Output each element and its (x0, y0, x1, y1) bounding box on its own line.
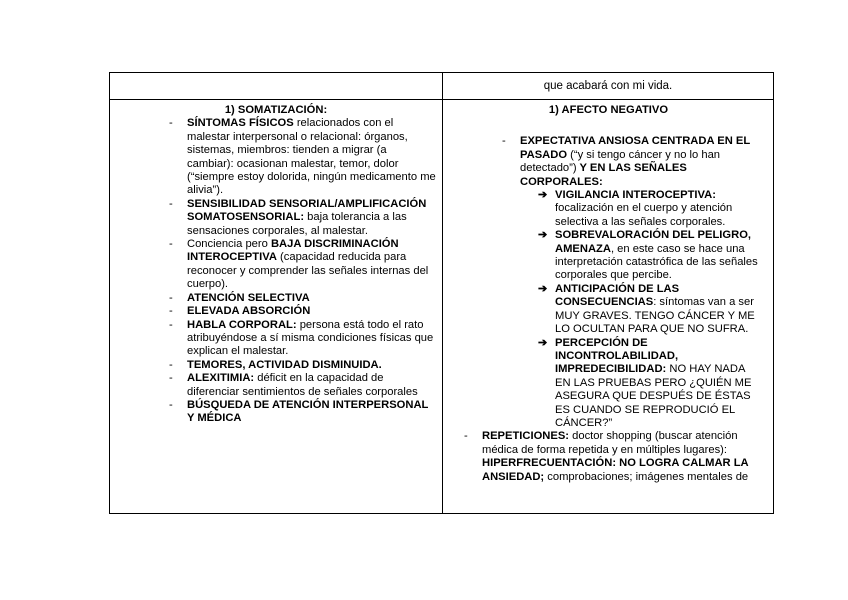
sub-list-item: ➔ ANTICIPACIÓN DE LAS CONSECUENCIAS: síntomas van a ser MUY GRAVES. TENGO CÁNCER Y ME LO OCULTAN PARA QUE NO SUFRA. (538, 282, 755, 336)
anxious-expectation-list (502, 135, 756, 189)
arrow-bullet-icon: ➔ (538, 229, 548, 242)
bodily-signals-sublist (538, 189, 762, 430)
list-item: - TEMORES, ACTIVIDAD DISMINUIDA. (169, 358, 382, 371)
document-table (109, 72, 774, 514)
row-divider (110, 99, 773, 100)
somatization-heading: 1) SOMATIZACIÓN: (224, 104, 328, 116)
dash-bullet: - (169, 305, 173, 318)
list-item: - SÍNTOMAS FÍSICOS relacionados con el malestar interpersonal o relacional: órganos, sistemas, miembros: tienden a migrar (a cambiar): ocasionan malestar, temor, dolor (“siempre estoy dolorida, ningún medicamento me alivia”). (169, 117, 436, 197)
dash-bullet: - (464, 430, 468, 443)
sub-list-item: ➔ VIGILANCIA INTEROCEPTIVA: focalización en el cuerpo y atención selectiva a las señales corporales. (538, 189, 733, 228)
list-item: - ATENCIÓN SELECTIVA (169, 291, 310, 304)
dash-bullet: - (169, 318, 173, 331)
continued-text: que acabará con mi vida. (543, 80, 673, 92)
dash-bullet: - (169, 372, 173, 385)
list-item: - ELEVADA ABSORCIÓN (169, 305, 311, 318)
list-item: - REPETICIONES: doctor shopping (buscar atención médica de forma repetida y en múltiples lugares): HIPERFRECUENTACIÓN: NO LOGRA CALMAR LA ANSIEDAD; comprobaciones; imágenes mentales de (464, 430, 749, 483)
dash-bullet: - (169, 238, 173, 251)
dash-bullet: - (169, 398, 173, 411)
arrow-bullet-icon: ➔ (538, 336, 548, 349)
negative-affect-cell (443, 104, 774, 484)
dash-bullet: - (169, 117, 173, 130)
arrow-bullet-icon: ➔ (538, 189, 548, 202)
dash-bullet: - (169, 358, 173, 371)
dash-bullet: - (169, 197, 173, 210)
list-item: - ALEXITIMIA: déficit en la capacidad de diferenciar sentimientos de señales corporales (169, 372, 418, 398)
dash-bullet: - (502, 135, 506, 148)
sub-list-item: ➔ PERCEPCIÓN DE INCONTROLABILIDAD, IMPREDECIBILIDAD: NO HAY NADA EN LAS PRUEBAS PERO ¿QUIÉN ME ASEGURA QUE DESPUÉS DE ÉSTAS ES CUANDO SE REPRODUCIÓ EL CÁNCER?” (538, 336, 752, 429)
list-item: - SENSIBILIDAD SENSORIAL/AMPLIFICACIÓN SOMATOSENSORIAL: baja tolerancia a las sensaciones corporales, al malestar. (169, 197, 427, 237)
somatization-list (169, 117, 436, 425)
list-item: - BÚSQUEDA DE ATENCIÓN INTERPERSONAL Y MÉDICA (169, 398, 429, 425)
repetitions-list (464, 430, 766, 484)
list-item: - EXPECTATIVA ANSIOSA CENTRADA EN EL PASADO (“y si tengo cáncer y no lo han detectado”) Y EN LAS SEÑALES CORPORALES: (502, 135, 750, 188)
list-item: - Conciencia pero BAJA DISCRIMINACIÓN INTEROCEPTIVA (capacidad reducida para reconocer y comprender las señales internas del cuerpo). (169, 238, 429, 291)
sub-list-item: ➔ SOBREVALORACIÓN DEL PELIGRO, AMENAZA, en este caso se hace una interpretación catastrófica de las señales corporales que percibe. (538, 229, 758, 282)
dash-bullet: - (169, 291, 173, 304)
list-item: - HABLA CORPORAL: persona está todo el rato atribuyéndose a sí misma condiciones físicas que explican el malestar. (169, 318, 434, 358)
somatization-cell (110, 104, 442, 426)
arrow-bullet-icon: ➔ (538, 282, 548, 295)
negative-affect-heading: 1) AFECTO NEGATIVO (548, 104, 669, 116)
